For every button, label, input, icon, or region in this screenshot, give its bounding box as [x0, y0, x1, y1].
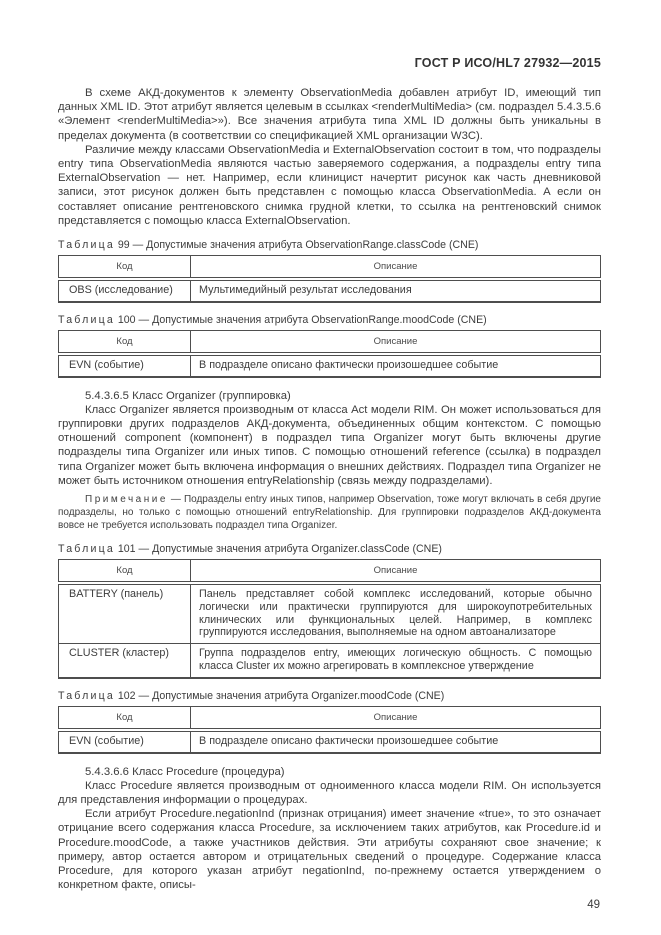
code-cell: BATTERY (панель)	[59, 583, 191, 644]
table-caption-word: Таблица	[58, 543, 115, 556]
table-caption-word: Таблица	[58, 239, 115, 252]
table-99-caption	[58, 239, 601, 251]
table-caption-number: 101	[117, 543, 136, 556]
table-header-row	[59, 560, 601, 584]
note-text: — Подразделы entry иных типов, например Observation, тоже могут включать в себя другие подразделы, но только с помощью отношений entryRelationship. Для группировки подразделов АКД-документа вовсе не требуется использовать подраздел типа Organizer.	[58, 494, 601, 532]
table-caption-word: Таблица	[58, 689, 115, 702]
table-99	[58, 255, 601, 303]
section-organizer-paragraph: Класс Organizer является производным от класса Act модели RIM. Он может использоваться для группировки других подразделов АКД-документа, объединенных общим контекстом. С помощью отношений component (компонент) в подраздел типа Organizer могут быть включены другие подразделы типа Organizer или иных типов. С помощью отношений reference (ссылка) в подраздел типа Organizer может быть включена информация о внешних действиях. Подраздел типа Organizer не может быть источником отношения entryRelationship (связь между подразделами).	[58, 403, 601, 487]
page-content	[58, 56, 601, 911]
column-header-description: Описание	[191, 256, 601, 280]
code-cell: EVN (событие)	[59, 354, 191, 377]
table-caption-text: — Допустимые значения атрибута Organizer.classCode (CNE)	[138, 543, 442, 556]
note-label: Примечание	[85, 494, 168, 506]
table-102	[58, 706, 601, 754]
table-row	[59, 279, 601, 302]
intro-paragraph-1: В схеме АКД-документов к элементу ObservationMedia добавлен атрибут ID, имеющий тип данных XML ID. Этот атрибут является целевым в ссылках <renderMultiMedia> (см. подраздел 5.4.3.5.6 «Элемент <renderMultiMedia>»). Все значения атрибута типа XML ID должны быть уникальны в пределах документа (в соответствии со спецификацией XML организации W3C).	[58, 87, 601, 142]
table-caption-number: 102	[117, 689, 136, 702]
note-block	[58, 493, 601, 532]
page-number: 49	[587, 899, 600, 912]
section-procedure-heading: 5.4.3.6.6 Класс Procedure (процедура)	[85, 765, 285, 778]
table-101-caption	[58, 543, 601, 555]
column-header-code: Код	[59, 560, 191, 584]
table-row	[59, 354, 601, 377]
description-cell: Панель представляет собой комплекс исследований, которые обычно логически или практически группируются для широкоупотребительных клинических или функциональных целей. Например, в комплекс группируются исследования, выполняемые на одном автоанализаторе	[191, 583, 601, 644]
section-organizer-heading: 5.4.3.6.5 Класс Organizer (группировка)	[85, 389, 291, 402]
table-caption-number: 99	[117, 239, 130, 252]
column-header-code: Код	[59, 330, 191, 354]
table-caption-text: — Допустимые значения атрибута ObservationRange.moodCode (CNE)	[138, 313, 487, 326]
table-100-caption	[58, 314, 601, 326]
code-cell: EVN (событие)	[59, 730, 191, 753]
intro-paragraph-2: Различие между классами ObservationMedia и ExternalObservation состоит в том, что подразделы entry типа ObservationMedia являются частью заверяемого содержания, а подразделы entry типа ExternalObservation — нет. Например, если клиницист начертит рисунок как часть дневниковой записи, этот рисунок должен быть представлен с помощью класса ObservationMedia. А если он составляет описание рентгеновского снимка грудной клетки, то ссылка на рентгеновский снимок представляется с помощью класса ExternalObservation.	[58, 143, 601, 227]
code-cell: OBS (исследование)	[59, 279, 191, 302]
column-header-description: Описание	[191, 706, 601, 730]
table-row	[59, 730, 601, 753]
running-header: ГОСТ Р ИСО/HL7 27932—2015	[414, 56, 601, 70]
column-header-code: Код	[59, 256, 191, 280]
table-caption-number: 100	[117, 313, 136, 326]
section-procedure-paragraph-1: Класс Procedure является производным от одноименного класса модели RIM. Он используется для представления информации о процедурах.	[58, 779, 601, 807]
column-header-description: Описание	[191, 330, 601, 354]
description-cell: В подразделе описано фактически произошедшее событие	[191, 730, 601, 753]
table-header-row	[59, 256, 601, 280]
table-caption-text: — Допустимые значения атрибута ObservationRange.classCode (CNE)	[132, 239, 479, 252]
description-cell: В подразделе описано фактически произошедшее событие	[191, 354, 601, 377]
column-header-description: Описание	[191, 560, 601, 584]
section-procedure-paragraph-2: Если атрибут Procedure.negationInd (признак отрицания) имеет значение «true», то это означает отрицание всего содержания класса Procedure, за исключением таких атрибутов, как Procedure.id и Procedure.moodCode, а также участников действия. Эти атрибуты сохраняют свое значение; к примеру, автор остается автором и отрицательных сведений о процедуре. Содержание класса Procedure, для которого указан атрибут negationInd, по-прежнему остается утверждением о конкретном факте, описы-	[58, 808, 601, 892]
column-header-code: Код	[59, 706, 191, 730]
table-header-row	[59, 330, 601, 354]
description-cell: Мультимедийный результат исследования	[191, 279, 601, 302]
table-caption-word: Таблица	[58, 313, 115, 326]
description-cell: Группа подразделов entry, имеющих логическую общность. С помощью класса Cluster их можно агрегировать в комплексное утверждение	[191, 644, 601, 678]
table-header-row	[59, 706, 601, 730]
table-102-caption	[58, 690, 601, 702]
table-100	[58, 330, 601, 378]
code-cell: CLUSTER (кластер)	[59, 644, 191, 678]
table-101	[58, 559, 601, 679]
table-caption-text: — Допустимые значения атрибута Organizer.moodCode (CNE)	[138, 689, 445, 702]
table-row	[59, 583, 601, 644]
table-row	[59, 644, 601, 678]
